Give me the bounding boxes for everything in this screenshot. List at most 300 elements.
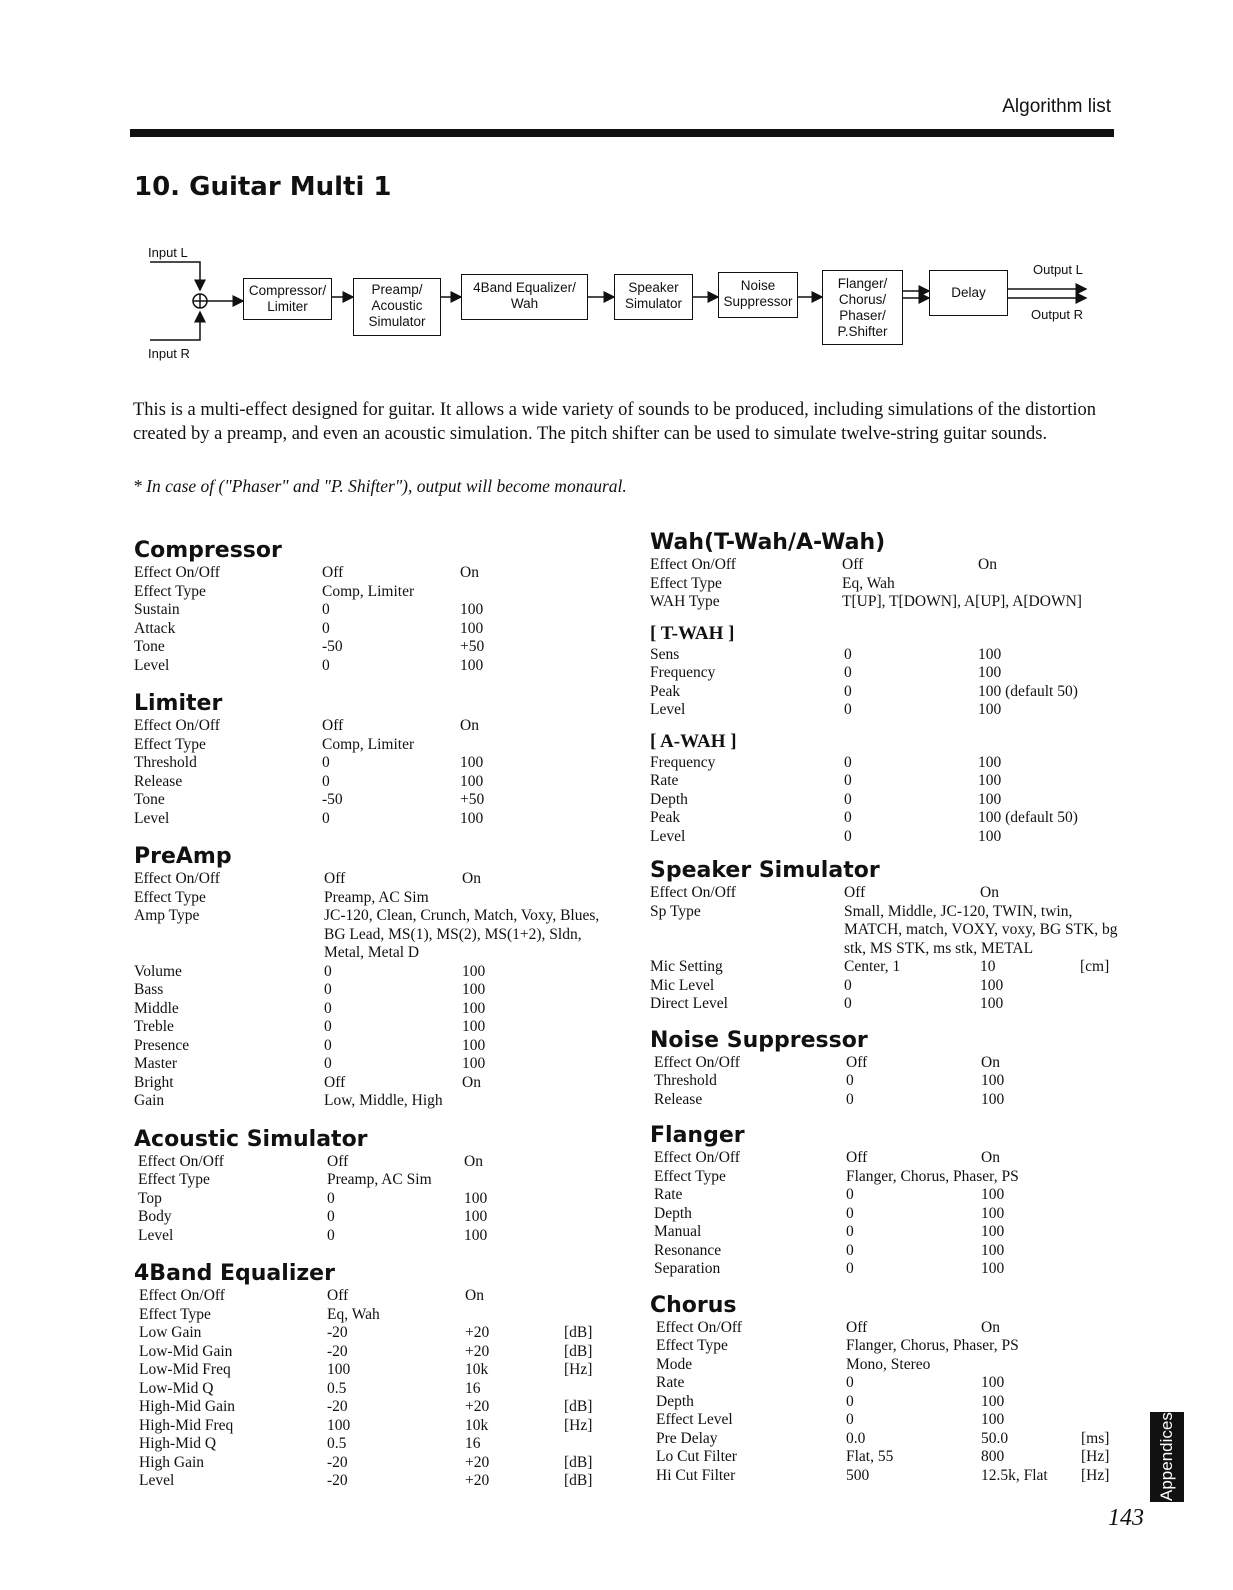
page-title: 10. Guitar Multi 1 <box>134 172 392 202</box>
param-row <box>134 1380 614 1399</box>
param-max: 100 (default 50) <box>978 682 1078 700</box>
param-max: 50.0 <box>981 1429 1009 1447</box>
param-min: Flat, 55 <box>846 1448 894 1465</box>
param-row <box>650 754 1120 773</box>
param-min: 500 <box>846 1466 870 1484</box>
param-row <box>650 646 1120 665</box>
param-unit: [dB] <box>564 1472 593 1489</box>
param-min: 0 <box>322 772 330 790</box>
param-row <box>134 564 614 583</box>
param-min: Preamp, AC Sim <box>324 888 429 906</box>
param-label: Amp Type <box>134 907 200 924</box>
param-min: -20 <box>327 1342 348 1360</box>
param-max: 100 <box>978 790 1002 808</box>
param-min: -50 <box>322 638 343 655</box>
block-4band-eq-wah: 4Band Equalizer/ Wah <box>461 274 588 320</box>
param-max: 800 <box>981 1448 1005 1465</box>
param-label: Gain <box>134 1092 165 1109</box>
param-max: On <box>980 884 999 901</box>
param-min: 0.5 <box>327 1379 347 1397</box>
param-min: 0 <box>844 827 852 845</box>
param-max: 16 <box>465 1379 481 1397</box>
param-min: Off <box>324 1073 346 1091</box>
param-label: Rate <box>650 772 679 789</box>
appendices-tab: Appendices <box>1150 1412 1184 1502</box>
param-row <box>134 1398 614 1417</box>
param-label: Level <box>650 701 686 718</box>
param-label: Level <box>139 1472 175 1489</box>
param-row <box>650 593 1120 612</box>
param-label: Release <box>654 1090 703 1108</box>
param-row <box>650 1223 1120 1242</box>
param-row <box>134 620 614 639</box>
param-unit: [Hz] <box>1081 1466 1110 1484</box>
section-title: Wah(T-Wah/A-Wah) <box>650 530 886 555</box>
param-row <box>134 1454 614 1473</box>
param-label: Attack <box>134 619 176 637</box>
param-max: 100 <box>978 772 1002 789</box>
param-label: Mic Level <box>650 976 715 994</box>
param-min: 0 <box>844 664 852 681</box>
param-max: On <box>981 1318 1000 1336</box>
param-label: Effect On/Off <box>654 1149 740 1166</box>
param-label: Tone <box>134 791 165 808</box>
param-label: Sustain <box>134 601 180 618</box>
param-max: On <box>462 870 481 887</box>
param-max: 10k <box>465 1416 489 1434</box>
param-min: 0 <box>322 619 330 637</box>
param-label: Level <box>134 809 170 827</box>
param-label: Level <box>138 1226 174 1244</box>
section-title: Limiter <box>134 691 223 716</box>
param-max: 100 <box>980 995 1004 1012</box>
param-label: Mode <box>656 1355 693 1373</box>
param-max: 10k <box>465 1361 489 1378</box>
param-label: Level <box>650 827 686 845</box>
param-max: 100 (default 50) <box>978 809 1078 826</box>
param-row <box>650 1054 1120 1073</box>
param-max: 100 <box>978 753 1002 771</box>
param-label: Effect Type <box>134 735 206 753</box>
param-min: 0 <box>846 1411 854 1428</box>
param-row <box>134 1018 614 1037</box>
param-min: 0 <box>322 809 330 827</box>
param-min: Low, Middle, High <box>324 1092 443 1109</box>
block-flanger-chorus-phaser-pshifter: Flanger/ Chorus/ Phaser/ P.Shifter <box>822 270 903 345</box>
param-row <box>134 638 614 657</box>
param-unit: [dB] <box>564 1398 593 1415</box>
param-min: 0 <box>324 981 332 998</box>
param-label: Threshold <box>134 754 197 771</box>
param-label: Peak <box>650 809 681 826</box>
param-min: 0.5 <box>327 1435 347 1452</box>
page-number: 143 <box>1108 1505 1144 1531</box>
param-min: 0 <box>844 682 852 700</box>
section-title: PreAmp <box>134 844 232 869</box>
param-row <box>134 1171 614 1190</box>
param-max: 100 <box>462 1018 486 1035</box>
param-max: On <box>460 717 479 734</box>
param-max: 100 <box>462 981 486 998</box>
param-label: Peak <box>650 682 681 700</box>
param-max: On <box>462 1073 481 1091</box>
param-label: Effect On/Off <box>134 717 220 734</box>
param-label: Threshold <box>654 1072 717 1089</box>
param-min: 0 <box>322 601 330 618</box>
section-title: 4Band Equalizer <box>134 1261 335 1286</box>
param-max: +50 <box>460 638 485 655</box>
param-label: Effect Type <box>138 1171 210 1188</box>
param-unit: [dB] <box>564 1324 593 1341</box>
param-row <box>134 889 614 908</box>
param-row <box>134 1000 614 1019</box>
param-max: 100 <box>981 1241 1005 1259</box>
param-max: 100 <box>460 809 484 827</box>
param-min: 0 <box>846 1374 854 1391</box>
param-min: Off <box>322 717 344 734</box>
param-row <box>650 1319 1120 1338</box>
param-row <box>650 1186 1120 1205</box>
param-min: Comp, Limiter <box>322 582 415 600</box>
param-min: 0 <box>846 1204 854 1222</box>
param-min: 0 <box>846 1392 854 1410</box>
param-unit: [Hz] <box>564 1361 593 1378</box>
param-max: 100 <box>981 1260 1005 1277</box>
param-max: 100 <box>464 1208 488 1225</box>
param-min: 100 <box>327 1361 351 1378</box>
section-title: Acoustic Simulator <box>134 1126 368 1152</box>
param-min: -20 <box>327 1398 348 1415</box>
monaural-note: * In case of ("Phaser" and "P. Shifter"), output will become monaural. <box>133 476 627 496</box>
param-min: 0 <box>327 1208 335 1225</box>
param-row <box>650 1448 1120 1467</box>
param-max: +20 <box>465 1472 490 1489</box>
param-max: On <box>981 1149 1000 1166</box>
param-min: 0 <box>324 1036 332 1054</box>
param-label: Rate <box>654 1186 683 1203</box>
param-max: 100 <box>460 656 484 674</box>
block-noise-suppressor: Noise Suppressor <box>718 272 798 318</box>
param-row <box>134 1037 614 1056</box>
param-row <box>134 1324 614 1343</box>
param-label: Depth <box>650 790 688 808</box>
param-min: Mono, Stereo <box>846 1355 931 1373</box>
param-label: Bright <box>134 1073 174 1091</box>
param-min: Comp, Limiter <box>322 735 415 753</box>
param-max: On <box>978 556 997 573</box>
param-min: 0 <box>846 1090 854 1108</box>
param-label: Effect On/Off <box>134 870 220 887</box>
param-min: 0 <box>844 701 852 718</box>
param-min: Flanger, Chorus, Phaser, PS <box>846 1337 1019 1354</box>
block-speaker-simulator: Speaker Simulator <box>614 274 693 320</box>
param-label: Sens <box>650 645 680 663</box>
param-min: Off <box>324 870 346 887</box>
param-row <box>650 556 1120 575</box>
param-row <box>650 1242 1120 1261</box>
param-row <box>650 701 1120 720</box>
param-max: 100 <box>460 619 484 637</box>
param-row <box>650 664 1120 683</box>
param-label: Frequency <box>650 753 716 771</box>
param-unit: [cm] <box>1080 958 1110 975</box>
param-row <box>650 683 1120 702</box>
param-label: Hi Cut Filter <box>656 1466 736 1484</box>
param-label: Effect Type <box>139 1305 211 1323</box>
param-row <box>134 1190 614 1209</box>
param-min: Center, 1 <box>844 958 901 975</box>
param-row <box>134 1417 614 1436</box>
param-max: 100 <box>981 1204 1005 1222</box>
param-label: Top <box>138 1189 162 1207</box>
param-min: 0 <box>322 656 330 674</box>
chorus-section <box>650 1293 1120 1486</box>
param-row <box>134 1074 614 1093</box>
param-row <box>134 754 614 773</box>
param-row <box>650 1393 1120 1412</box>
param-row <box>134 657 614 676</box>
noise-suppressor-section <box>650 1028 1120 1110</box>
param-row <box>134 907 614 963</box>
limiter-section <box>134 691 614 828</box>
param-label: Frequency <box>650 664 716 681</box>
param-min: 0 <box>844 772 852 789</box>
param-unit: [Hz] <box>564 1416 593 1434</box>
param-row <box>650 575 1120 594</box>
param-row <box>650 1374 1120 1393</box>
param-max: 100 <box>981 1072 1005 1089</box>
param-row <box>650 1168 1120 1187</box>
param-min: Off <box>327 1287 349 1304</box>
param-min: 0 <box>324 1055 332 1072</box>
param-row <box>650 809 1120 828</box>
param-row <box>650 772 1120 791</box>
param-min: 0 <box>324 962 332 980</box>
param-max: 100 <box>460 601 484 618</box>
param-min: 0 <box>844 976 852 994</box>
param-max: 12.5k, Flat <box>981 1466 1048 1484</box>
param-row <box>134 1435 614 1454</box>
param-label: Presence <box>134 1036 190 1054</box>
param-label: High-Mid Q <box>139 1435 217 1452</box>
intro-paragraph: This is a multi-effect designed for guitar. It allows a wide variety of sounds to be produced, including simulations of the distortion created by a preamp, and even an acoustic simulation. The pitch shifter can be used to simulate twelve-string guitar sounds. <box>133 400 1097 444</box>
param-label: Effect On/Off <box>656 1318 742 1336</box>
param-row <box>650 995 1120 1014</box>
param-row <box>134 736 614 755</box>
param-row <box>134 963 614 982</box>
param-label: High-Mid Freq <box>139 1416 234 1434</box>
param-label: Bass <box>134 981 164 998</box>
param-label: Master <box>134 1055 178 1072</box>
param-min: -20 <box>327 1472 348 1489</box>
param-min: Flanger, Chorus, Phaser, PS <box>846 1167 1019 1185</box>
flanger-section <box>650 1123 1120 1279</box>
param-min: 0 <box>322 754 330 771</box>
param-max: 10 <box>980 958 996 975</box>
param-label: Effect Type <box>656 1337 728 1354</box>
param-label: Effect Type <box>654 1167 726 1185</box>
param-row <box>650 903 1120 959</box>
param-min: Off <box>842 556 864 573</box>
param-min: 0 <box>846 1260 854 1277</box>
param-max: 100 <box>978 664 1002 681</box>
input-l-label: Input L <box>148 245 188 260</box>
param-max: +50 <box>460 791 485 808</box>
param-row <box>134 1287 614 1306</box>
left-column <box>134 538 614 1491</box>
subsection-title: [ A-WAH ] <box>650 730 737 752</box>
param-label: Effect On/Off <box>650 884 736 901</box>
param-min: 0 <box>324 999 332 1017</box>
param-row <box>134 870 614 889</box>
block-preamp-acoustic: Preamp/ Acoustic Simulator <box>353 278 441 336</box>
param-row <box>134 1153 614 1172</box>
param-row <box>650 791 1120 810</box>
param-row <box>134 1343 614 1362</box>
param-label: Effect On/Off <box>654 1053 740 1071</box>
param-min: 0 <box>844 645 852 663</box>
param-row <box>650 1072 1120 1091</box>
param-row <box>650 1205 1120 1224</box>
param-value: Small, Middle, JC-120, TWIN, twin, MATCH, match, VOXY, voxy, BG STK, bg stk, MS STK, ms stk, METAL <box>844 902 1118 957</box>
param-min: 0 <box>846 1072 854 1089</box>
param-min: -20 <box>327 1324 348 1341</box>
param-unit: [ms] <box>1081 1429 1110 1447</box>
param-row <box>134 1227 614 1246</box>
preamp-section <box>134 844 614 1111</box>
param-max: 100 <box>978 827 1002 845</box>
signal-flow-diagram <box>0 0 1233 380</box>
param-min: Eq, Wah <box>842 574 895 592</box>
param-min: Eq, Wah <box>327 1305 380 1323</box>
param-label: Tone <box>134 638 165 655</box>
param-max: On <box>465 1287 484 1304</box>
param-min: 0 <box>844 995 852 1012</box>
param-min: 100 <box>327 1416 351 1434</box>
param-max: 100 <box>981 1186 1005 1203</box>
param-row <box>134 1055 614 1074</box>
block-delay: Delay <box>929 270 1008 316</box>
param-row <box>134 1472 614 1491</box>
param-min: 0.0 <box>846 1429 866 1447</box>
param-value: JC-120, Clean, Crunch, Match, Voxy, Blues, BG Lead, MS(1), MS(2), MS(1+2), Sldn, Metal, Metal D <box>324 907 600 961</box>
output-r-label: Output R <box>1031 307 1084 322</box>
param-row <box>134 1208 614 1227</box>
param-row <box>134 1306 614 1325</box>
param-max: +20 <box>465 1398 490 1415</box>
speaker-simulator-section <box>650 858 1120 1014</box>
param-max: 100 <box>464 1226 488 1244</box>
param-row <box>650 1091 1120 1110</box>
param-min: 0 <box>324 1018 332 1035</box>
param-row <box>134 791 614 810</box>
param-unit: [Hz] <box>1081 1448 1110 1465</box>
param-label: Low-Mid Q <box>139 1379 214 1397</box>
4band-equalizer-section <box>134 1261 614 1491</box>
section-title: Speaker Simulator <box>650 858 880 883</box>
param-min: Off <box>327 1152 349 1170</box>
param-label: Middle <box>134 999 179 1017</box>
param-row <box>134 1092 614 1111</box>
param-row <box>650 1260 1120 1279</box>
param-max: 100 <box>981 1411 1005 1428</box>
param-max: 100 <box>460 754 484 771</box>
param-max: 100 <box>462 962 486 980</box>
param-max: 100 <box>462 1055 486 1072</box>
param-row <box>134 981 614 1000</box>
param-label: Direct Level <box>650 995 728 1012</box>
param-row <box>134 810 614 829</box>
param-max: 100 <box>978 701 1002 718</box>
param-label: Effect On/Off <box>138 1152 224 1170</box>
param-min: -50 <box>322 791 343 808</box>
param-row <box>650 884 1120 903</box>
subsection-title: [ T-WAH ] <box>650 622 735 644</box>
param-min: 0 <box>844 809 852 826</box>
param-label: WAH Type <box>650 593 720 610</box>
param-min: 0 <box>846 1223 854 1240</box>
input-r-label: Input R <box>148 346 190 361</box>
param-row <box>650 1411 1120 1430</box>
param-max: 100 <box>981 1223 1005 1240</box>
param-max: +20 <box>465 1453 490 1471</box>
param-row <box>134 773 614 792</box>
param-label: Depth <box>656 1392 694 1410</box>
param-min: 0 <box>844 790 852 808</box>
param-label: Volume <box>134 962 182 980</box>
param-label: Effect On/Off <box>134 564 220 581</box>
param-label: Release <box>134 772 183 790</box>
param-max: 100 <box>462 1036 486 1054</box>
param-label: Effect Type <box>134 582 206 600</box>
param-label: Resonance <box>654 1241 722 1259</box>
param-label: Body <box>138 1208 172 1225</box>
param-max: On <box>460 564 479 581</box>
param-row <box>650 1430 1120 1449</box>
running-header: Algorithm list <box>1002 96 1111 117</box>
output-l-label: Output L <box>1033 262 1083 277</box>
param-label: Lo Cut Filter <box>656 1448 737 1465</box>
param-row <box>134 583 614 602</box>
param-max: 100 <box>978 645 1002 663</box>
param-min: -20 <box>327 1453 348 1471</box>
param-label: Low Gain <box>139 1324 202 1341</box>
param-max: 100 <box>460 772 484 790</box>
section-title: Chorus <box>650 1292 737 1318</box>
param-label: Pre Delay <box>656 1429 718 1447</box>
param-row <box>650 828 1120 847</box>
param-max: 100 <box>980 976 1004 994</box>
param-unit: [dB] <box>564 1453 593 1471</box>
param-row <box>650 1149 1120 1168</box>
param-label: Effect Type <box>134 888 206 906</box>
section-title: Compressor <box>134 538 282 563</box>
param-label: Effect On/Off <box>139 1287 225 1304</box>
compressor-section <box>134 538 614 675</box>
param-label: Depth <box>654 1204 692 1222</box>
param-max: 100 <box>462 999 486 1017</box>
param-row <box>650 1467 1120 1486</box>
param-row <box>134 717 614 736</box>
right-column <box>650 530 1120 1485</box>
param-min: 0 <box>846 1186 854 1203</box>
param-label: Level <box>134 656 170 674</box>
param-min: T[UP], T[DOWN], A[UP], A[DOWN] <box>842 593 1082 610</box>
param-max: On <box>464 1152 483 1170</box>
param-label: High Gain <box>139 1453 205 1471</box>
param-label: Low-Mid Gain <box>139 1342 233 1360</box>
acoustic-simulator-section <box>134 1127 614 1246</box>
